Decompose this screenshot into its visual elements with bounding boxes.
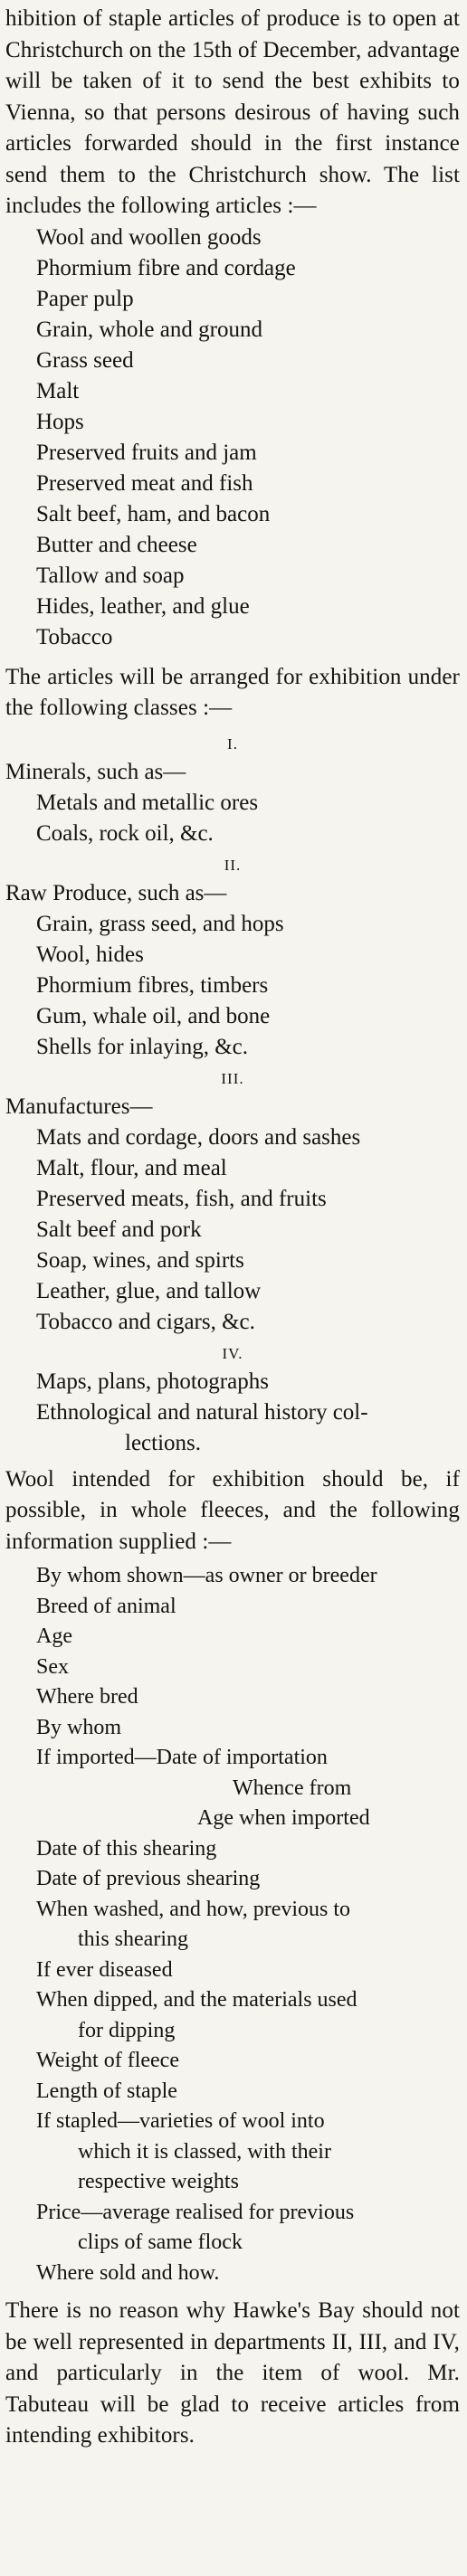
article-item: Salt beef, ham, and bacon: [36, 501, 271, 526]
info-item: If ever diseased: [36, 1957, 173, 1982]
info-item-continuation: this shearing: [78, 1927, 188, 1951]
article-item: Hides, leather, and glue: [36, 593, 250, 619]
info-item: Date of this shearing: [36, 1836, 217, 1861]
article-item: Preserved meat and fish: [36, 470, 253, 496]
class-item: Metals and metallic ores: [36, 790, 259, 815]
info-item: Breed of animal: [36, 1594, 176, 1618]
article-item: Hops: [36, 409, 84, 434]
info-item: When dipped, and the materials used: [36, 1988, 357, 2012]
class-title: Manufactures—: [5, 1094, 153, 1119]
info-item: Date of previous shearing: [36, 1867, 261, 1890]
info-item-continuation: which it is classed, with their: [78, 2139, 331, 2164]
wool-information-list: [5, 1561, 460, 2288]
info-item: Where bred: [36, 1685, 138, 1709]
class-item: Leather, glue, and tallow: [36, 1278, 262, 1303]
info-subitem: Age when imported: [197, 1806, 370, 1830]
class-item: Grain, grass seed, and hops: [36, 911, 284, 936]
info-item: Price—average realised for previous: [36, 2200, 355, 2224]
article-item: Tobacco: [36, 624, 113, 649]
wool-intro-paragraph: Wool intended for exhibition should be, if possible, in whole fleeces, and the following information supplied :—: [5, 1466, 460, 1554]
article-item: Butter and cheese: [36, 532, 197, 557]
info-item-continuation: clips of same flock: [78, 2230, 243, 2254]
class-item-continuation: lections.: [125, 1430, 202, 1455]
class-items: [5, 1122, 460, 1338]
class-items: [5, 788, 460, 849]
class-numeral: IV.: [222, 1344, 243, 1362]
class-item: Mats and cordage, doors and sashes: [36, 1124, 361, 1150]
class-numeral: III.: [221, 1069, 244, 1087]
intro-paragraph: hibition of staple articles of produce is to open at Christchurch on the 15th of December, advantage will be taken of it to send the best exhibits to Vienna, so that persons desirous of having such articles forwarded should in the first instance send them to the Christchurch show. The list includes the following articles :—: [5, 6, 460, 218]
info-item: Weight of fleece: [36, 2049, 179, 2072]
info-item: By whom shown—as owner or breeder: [36, 1564, 377, 1587]
class-item: Preserved meats, fish, and fruits: [36, 1186, 327, 1211]
class-item: Gum, whale oil, and bone: [36, 1003, 271, 1028]
info-subitem: Whence from: [233, 1776, 352, 1800]
articles-list: [5, 223, 460, 653]
class-item: Wool, hides: [36, 942, 144, 967]
class-items: [5, 1367, 460, 1459]
info-item: When washed, and how, previous to: [36, 1897, 351, 1921]
class-item: Soap, wines, and spirts: [36, 1247, 244, 1273]
class-item: Salt beef and pork: [36, 1217, 202, 1242]
classes-intro: The articles will be arranged for exhibition under the following classes :—: [5, 664, 460, 720]
info-item: Sex: [36, 1654, 69, 1679]
info-item: Age: [36, 1624, 72, 1648]
info-item-continuation: for dipping: [78, 2018, 176, 2042]
article-item: Paper pulp: [36, 286, 134, 311]
class-item: Shells for inlaying, &c.: [36, 1034, 248, 1059]
class-item: Coals, rock oil, &c.: [36, 820, 214, 846]
article-item: Preserved fruits and jam: [36, 440, 257, 465]
class-item: Tobacco and cigars, &c.: [36, 1309, 255, 1334]
class-numeral: II.: [224, 856, 242, 874]
class-numeral: I.: [227, 734, 238, 753]
info-item: If stapled—varieties of wool into: [36, 2109, 325, 2133]
info-item: By whom: [36, 1715, 122, 1739]
info-item: If imported—Date of importation: [36, 1746, 328, 1769]
article-item: Grass seed: [36, 347, 134, 373]
article-item: Tallow and soap: [36, 563, 185, 588]
article-item: Malt: [36, 378, 80, 403]
class-items: [5, 909, 460, 1063]
article-item: Wool and woollen goods: [36, 224, 262, 250]
class-title: Raw Produce, such as—: [5, 880, 227, 905]
closing-paragraph: There is no reason why Hawke's Bay should not be well represented in departments II, III, and IV, and particularly in the item of wool. Mr. Tabuteau will be glad to receive articles from intending exhibitors.: [5, 2298, 460, 2448]
class-item: Phormium fibres, timbers: [36, 972, 269, 998]
class-title: Minerals, such as—: [5, 759, 186, 784]
article-item: Grain, whole and ground: [36, 317, 262, 342]
class-item: Ethnological and natural history col-: [36, 1399, 368, 1425]
info-item: Length of staple: [36, 2079, 177, 2103]
info-item: Where sold and how.: [36, 2260, 220, 2285]
article-item: Phormium fibre and cordage: [36, 255, 296, 280]
class-item: Malt, flour, and meal: [36, 1155, 227, 1180]
info-item-continuation: respective weights: [78, 2170, 239, 2193]
class-item: Maps, plans, photographs: [36, 1368, 269, 1394]
